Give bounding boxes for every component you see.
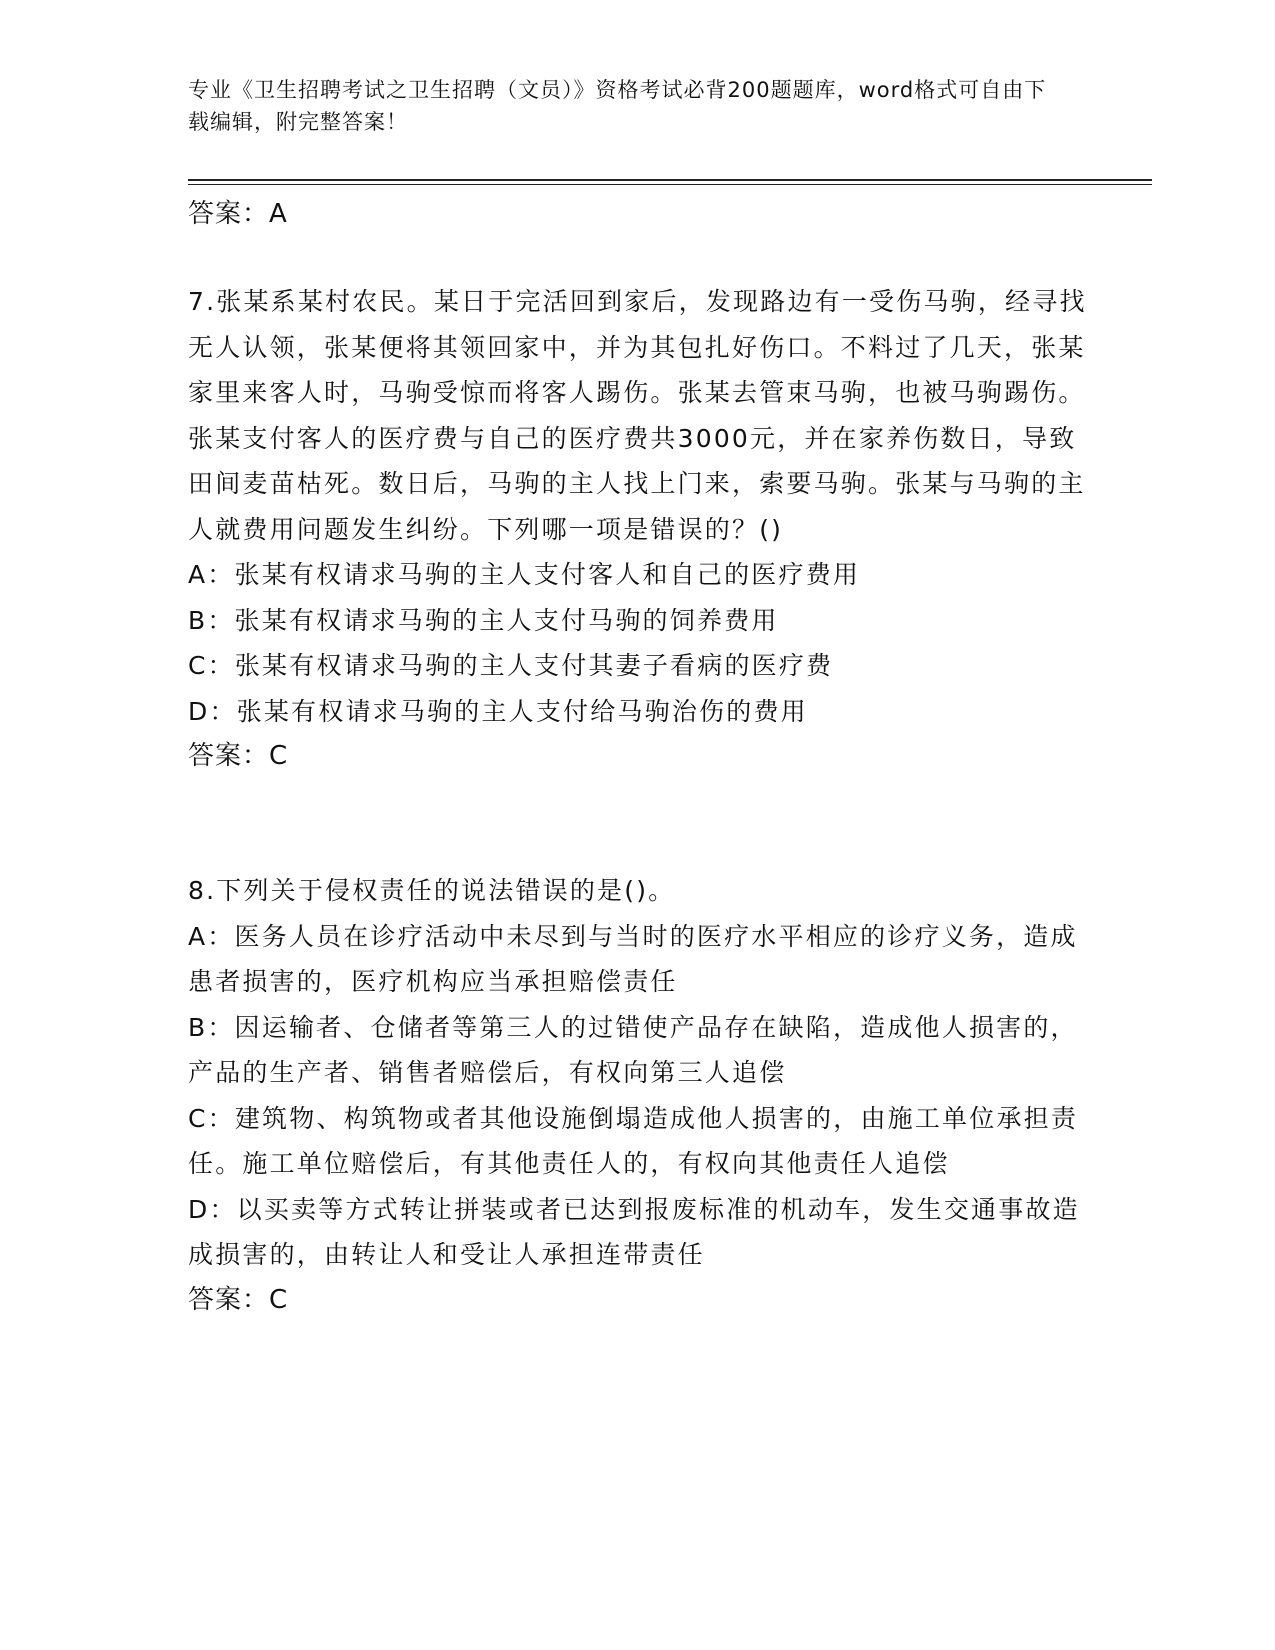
option-a: A：医务人员在诊疗活动中未尽到与当时的医疗水平相应的诊疗义务，造成患者损害的，医疗机构应当承担赔偿责任: [188, 921, 1078, 996]
option-b: B：因运输者、仓储者等第三人的过错使产品存在缺陷，造成他人损害的，产品的生产者、销售者赔偿后，有权向第三人追偿: [188, 1012, 1078, 1087]
option-c: C：建筑物、构筑物或者其他设施倒塌造成他人损害的，由施工单位承担责任。施工单位赔偿后，有其他责任人的，有权向其他责任人追偿: [188, 1103, 1079, 1178]
document-header: 专业《卫生招聘考试之卫生招聘（文员）》资格考试必背200题题库，word格式可自由下载编辑，附完整答案！: [188, 78, 1047, 134]
header-divider-thin: [188, 184, 1152, 185]
question-stem: 7.张某系某村农民。某日于完活回到家后，发现路边有一受伤马驹，经寻找无人认领，张某便将其领回家中，并为其包扎好伤口。不料过了几天，张某家里来客人时，马驹受惊而将客人踢伤。张某去管束马驹，也被马驹踢伤。张某支付客人的医疗费与自己的医疗费共3000元，并在家养伤数日，导致田间麦苗枯死。数日后，马驹的主人找上门来，索要马驹。张某与马驹的主人就费用问题发生纠纷。下列哪一项是错误的？(): [188, 287, 1087, 544]
option-c: C：张某有权请求马驹的主人支付其妻子看病的医疗费: [188, 651, 834, 680]
option-d: D：张某有权请求马驹的主人支付给马驹治伤的费用: [188, 696, 808, 726]
question-8: [188, 868, 1088, 1323]
option-d: D：以买卖等方式转让拼装或者已达到报废标准的机动车，发生交通事故造成损害的，由转让人和受让人承担连带责任: [188, 1194, 1080, 1269]
question-stem: 8.下列关于侵权责任的说法错误的是()。: [188, 876, 676, 905]
question-answer: 答案：C: [188, 1284, 289, 1315]
option-a: A：张某有权请求马驹的主人支付客人和自己的医疗费用: [188, 560, 861, 589]
question-7: [188, 279, 1088, 780]
previous-question-answer: 答案：A: [188, 199, 288, 229]
option-b: B：张某有权请求马驹的主人支付马驹的饲养费用: [188, 605, 779, 635]
header-divider-thick: [188, 179, 1152, 181]
question-answer: 答案：C: [188, 741, 289, 771]
